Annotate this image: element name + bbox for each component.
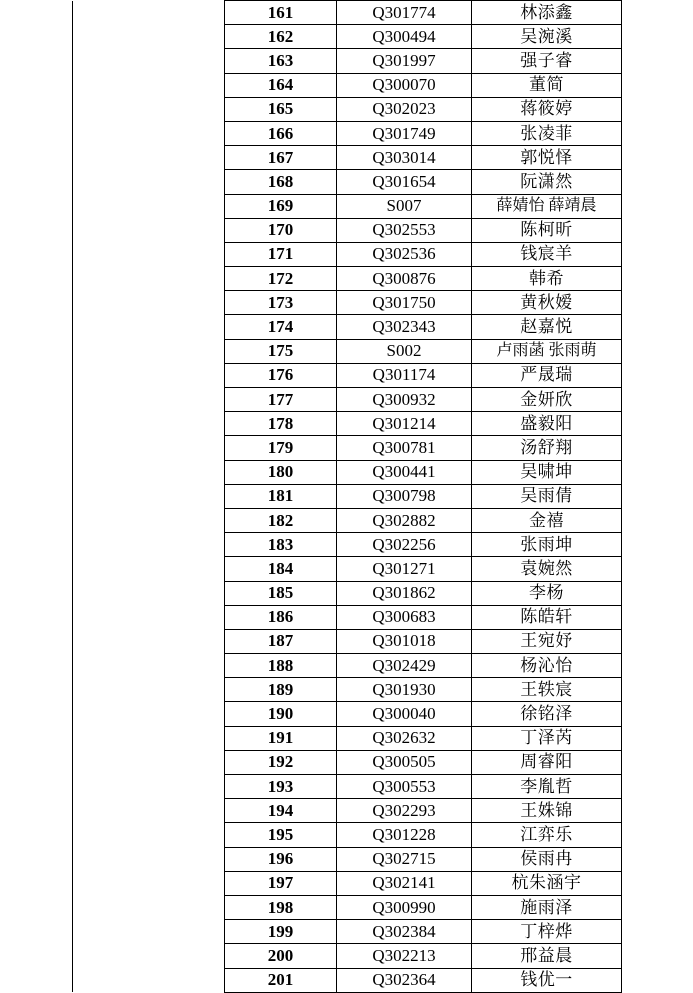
table-row	[73, 412, 622, 436]
row-blank-cell	[73, 750, 225, 774]
row-index-cell: 201	[225, 968, 337, 992]
row-blank-cell	[73, 823, 225, 847]
row-code-cell: Q301214	[337, 412, 472, 436]
row-name-cell: 阮潇然	[472, 170, 622, 194]
row-code-cell: Q302343	[337, 315, 472, 339]
row-index-cell: 168	[225, 170, 337, 194]
row-blank-cell	[73, 388, 225, 412]
row-blank-cell	[73, 460, 225, 484]
row-index-cell: 162	[225, 25, 337, 49]
row-blank-cell	[73, 605, 225, 629]
row-code-cell: Q300494	[337, 25, 472, 49]
table-row	[73, 339, 622, 363]
table-row	[73, 436, 622, 460]
table-row	[73, 847, 622, 871]
table-row	[73, 871, 622, 895]
row-blank-cell	[73, 920, 225, 944]
row-blank-cell	[73, 533, 225, 557]
row-name-cell: 李杨	[472, 581, 622, 605]
table-row	[73, 775, 622, 799]
table-row	[73, 654, 622, 678]
table-row	[73, 363, 622, 387]
table-row	[73, 73, 622, 97]
row-name-cell: 丁梓烨	[472, 920, 622, 944]
row-name-cell: 董简	[472, 73, 622, 97]
row-index-cell: 167	[225, 146, 337, 170]
row-blank-cell	[73, 49, 225, 73]
row-code-cell: Q300441	[337, 460, 472, 484]
row-index-cell: 173	[225, 291, 337, 315]
row-blank-cell	[73, 315, 225, 339]
row-name-cell: 金妍欣	[472, 388, 622, 412]
row-name-cell: 吴雨倩	[472, 484, 622, 508]
row-index-cell: 170	[225, 218, 337, 242]
row-code-cell: Q303014	[337, 146, 472, 170]
row-blank-cell	[73, 97, 225, 121]
table-row	[73, 218, 622, 242]
table-row	[73, 49, 622, 73]
row-name-cell: 杨沁怡	[472, 654, 622, 678]
row-name-cell: 陈柯昕	[472, 218, 622, 242]
row-blank-cell	[73, 581, 225, 605]
table-row	[73, 267, 622, 291]
row-index-cell: 181	[225, 484, 337, 508]
row-name-cell: 杭朱涵宇	[472, 871, 622, 895]
row-blank-cell	[73, 194, 225, 218]
table-row	[73, 750, 622, 774]
row-name-cell: 蒋筱婷	[472, 97, 622, 121]
row-index-cell: 165	[225, 97, 337, 121]
row-code-cell: Q302882	[337, 508, 472, 532]
row-blank-cell	[73, 654, 225, 678]
row-code-cell: Q302715	[337, 847, 472, 871]
table-row	[73, 823, 622, 847]
row-name-cell: 郭悦怿	[472, 146, 622, 170]
row-index-cell: 178	[225, 412, 337, 436]
row-blank-cell	[73, 146, 225, 170]
row-index-cell: 179	[225, 436, 337, 460]
row-code-cell: Q300876	[337, 267, 472, 291]
row-index-cell: 174	[225, 315, 337, 339]
row-name-cell: 钱优一	[472, 968, 622, 992]
table-row	[73, 121, 622, 145]
table-row	[73, 678, 622, 702]
table-row	[73, 533, 622, 557]
row-blank-cell	[73, 508, 225, 532]
table-row	[73, 315, 622, 339]
row-index-cell: 183	[225, 533, 337, 557]
row-blank-cell	[73, 895, 225, 919]
row-name-cell: 林添鑫	[472, 1, 622, 25]
table-row	[73, 726, 622, 750]
row-code-cell: Q302364	[337, 968, 472, 992]
row-name-cell: 盛毅阳	[472, 412, 622, 436]
row-blank-cell	[73, 121, 225, 145]
row-code-cell: Q302256	[337, 533, 472, 557]
row-index-cell: 188	[225, 654, 337, 678]
table-row	[73, 460, 622, 484]
table-row	[73, 895, 622, 919]
row-index-cell: 185	[225, 581, 337, 605]
row-blank-cell	[73, 218, 225, 242]
row-code-cell: S002	[337, 339, 472, 363]
row-blank-cell	[73, 339, 225, 363]
row-blank-cell	[73, 1, 225, 25]
row-blank-cell	[73, 871, 225, 895]
row-name-cell: 薛婧怡 薛靖晨	[472, 194, 622, 218]
row-blank-cell	[73, 726, 225, 750]
row-code-cell: Q302384	[337, 920, 472, 944]
row-code-cell: Q302536	[337, 242, 472, 266]
table-row	[73, 799, 622, 823]
row-name-cell: 钱宸羊	[472, 242, 622, 266]
row-index-cell: 184	[225, 557, 337, 581]
row-name-cell: 江弈乐	[472, 823, 622, 847]
row-blank-cell	[73, 242, 225, 266]
row-blank-cell	[73, 944, 225, 968]
row-code-cell: Q301930	[337, 678, 472, 702]
row-code-cell: Q300798	[337, 484, 472, 508]
row-code-cell: Q302293	[337, 799, 472, 823]
row-code-cell: Q300781	[337, 436, 472, 460]
row-index-cell: 190	[225, 702, 337, 726]
row-index-cell: 166	[225, 121, 337, 145]
row-code-cell: Q300683	[337, 605, 472, 629]
row-index-cell: 182	[225, 508, 337, 532]
row-code-cell: Q300070	[337, 73, 472, 97]
table-row	[73, 291, 622, 315]
row-index-cell: 196	[225, 847, 337, 871]
row-name-cell: 严晟瑞	[472, 363, 622, 387]
table-row	[73, 605, 622, 629]
row-index-cell: 194	[225, 799, 337, 823]
table-row	[73, 920, 622, 944]
row-index-cell: 187	[225, 629, 337, 653]
row-name-cell: 李胤哲	[472, 775, 622, 799]
row-code-cell: Q301862	[337, 581, 472, 605]
row-index-cell: 197	[225, 871, 337, 895]
row-code-cell: Q302141	[337, 871, 472, 895]
row-name-cell: 韩希	[472, 267, 622, 291]
table-row	[73, 508, 622, 532]
table-row	[73, 242, 622, 266]
row-index-cell: 176	[225, 363, 337, 387]
table-row	[73, 968, 622, 992]
row-code-cell: Q302553	[337, 218, 472, 242]
row-code-cell: Q301654	[337, 170, 472, 194]
table-row	[73, 557, 622, 581]
row-code-cell: S007	[337, 194, 472, 218]
row-index-cell: 186	[225, 605, 337, 629]
row-blank-cell	[73, 799, 225, 823]
row-blank-cell	[73, 968, 225, 992]
row-index-cell: 175	[225, 339, 337, 363]
row-name-cell: 赵嘉悦	[472, 315, 622, 339]
row-name-cell: 黄秋嫒	[472, 291, 622, 315]
row-index-cell: 177	[225, 388, 337, 412]
row-name-cell: 袁婉然	[472, 557, 622, 581]
row-code-cell: Q301997	[337, 49, 472, 73]
row-code-cell: Q301228	[337, 823, 472, 847]
roster-table	[72, 0, 622, 993]
row-code-cell: Q302023	[337, 97, 472, 121]
row-blank-cell	[73, 557, 225, 581]
row-index-cell: 193	[225, 775, 337, 799]
row-blank-cell	[73, 484, 225, 508]
row-code-cell: Q301750	[337, 291, 472, 315]
table-row	[73, 97, 622, 121]
row-index-cell: 169	[225, 194, 337, 218]
row-name-cell: 金禧	[472, 508, 622, 532]
row-blank-cell	[73, 436, 225, 460]
row-name-cell: 徐铭泽	[472, 702, 622, 726]
row-blank-cell	[73, 775, 225, 799]
row-name-cell: 王姝锦	[472, 799, 622, 823]
row-name-cell: 张凌菲	[472, 121, 622, 145]
row-name-cell: 吴啸坤	[472, 460, 622, 484]
row-code-cell: Q302429	[337, 654, 472, 678]
row-name-cell: 丁泽芮	[472, 726, 622, 750]
row-index-cell: 161	[225, 1, 337, 25]
row-blank-cell	[73, 291, 225, 315]
table-row	[73, 629, 622, 653]
row-code-cell: Q300932	[337, 388, 472, 412]
table-row	[73, 944, 622, 968]
row-name-cell: 卢雨菡 张雨萌	[472, 339, 622, 363]
row-index-cell: 200	[225, 944, 337, 968]
row-name-cell: 强子睿	[472, 49, 622, 73]
row-blank-cell	[73, 267, 225, 291]
row-blank-cell	[73, 847, 225, 871]
row-blank-cell	[73, 629, 225, 653]
row-blank-cell	[73, 678, 225, 702]
row-code-cell: Q302632	[337, 726, 472, 750]
row-code-cell: Q300990	[337, 895, 472, 919]
row-index-cell: 164	[225, 73, 337, 97]
row-name-cell: 邢益晨	[472, 944, 622, 968]
table-row	[73, 25, 622, 49]
row-code-cell: Q300505	[337, 750, 472, 774]
table-row	[73, 388, 622, 412]
row-name-cell: 汤舒翔	[472, 436, 622, 460]
row-name-cell: 王宛妤	[472, 629, 622, 653]
row-name-cell: 施雨泽	[472, 895, 622, 919]
roster-table-body	[73, 1, 622, 993]
row-index-cell: 171	[225, 242, 337, 266]
table-row	[73, 194, 622, 218]
row-index-cell: 180	[225, 460, 337, 484]
table-row	[73, 170, 622, 194]
row-index-cell: 172	[225, 267, 337, 291]
row-code-cell: Q301271	[337, 557, 472, 581]
row-code-cell: Q302213	[337, 944, 472, 968]
table-row	[73, 484, 622, 508]
row-index-cell: 199	[225, 920, 337, 944]
row-blank-cell	[73, 25, 225, 49]
row-code-cell: Q301774	[337, 1, 472, 25]
row-name-cell: 张雨坤	[472, 533, 622, 557]
row-blank-cell	[73, 412, 225, 436]
row-code-cell: Q301174	[337, 363, 472, 387]
row-index-cell: 189	[225, 678, 337, 702]
table-row	[73, 146, 622, 170]
row-index-cell: 163	[225, 49, 337, 73]
row-code-cell: Q300040	[337, 702, 472, 726]
row-code-cell: Q300553	[337, 775, 472, 799]
row-blank-cell	[73, 702, 225, 726]
row-index-cell: 198	[225, 895, 337, 919]
row-name-cell: 王轶宸	[472, 678, 622, 702]
table-row	[73, 581, 622, 605]
row-name-cell: 陈皓轩	[472, 605, 622, 629]
row-index-cell: 192	[225, 750, 337, 774]
row-blank-cell	[73, 170, 225, 194]
table-row	[73, 702, 622, 726]
row-blank-cell	[73, 73, 225, 97]
row-code-cell: Q301749	[337, 121, 472, 145]
row-name-cell: 周睿阳	[472, 750, 622, 774]
row-name-cell: 侯雨冉	[472, 847, 622, 871]
row-blank-cell	[73, 363, 225, 387]
row-index-cell: 191	[225, 726, 337, 750]
row-name-cell: 吴涴溪	[472, 25, 622, 49]
table-row	[73, 1, 622, 25]
row-index-cell: 195	[225, 823, 337, 847]
row-code-cell: Q301018	[337, 629, 472, 653]
